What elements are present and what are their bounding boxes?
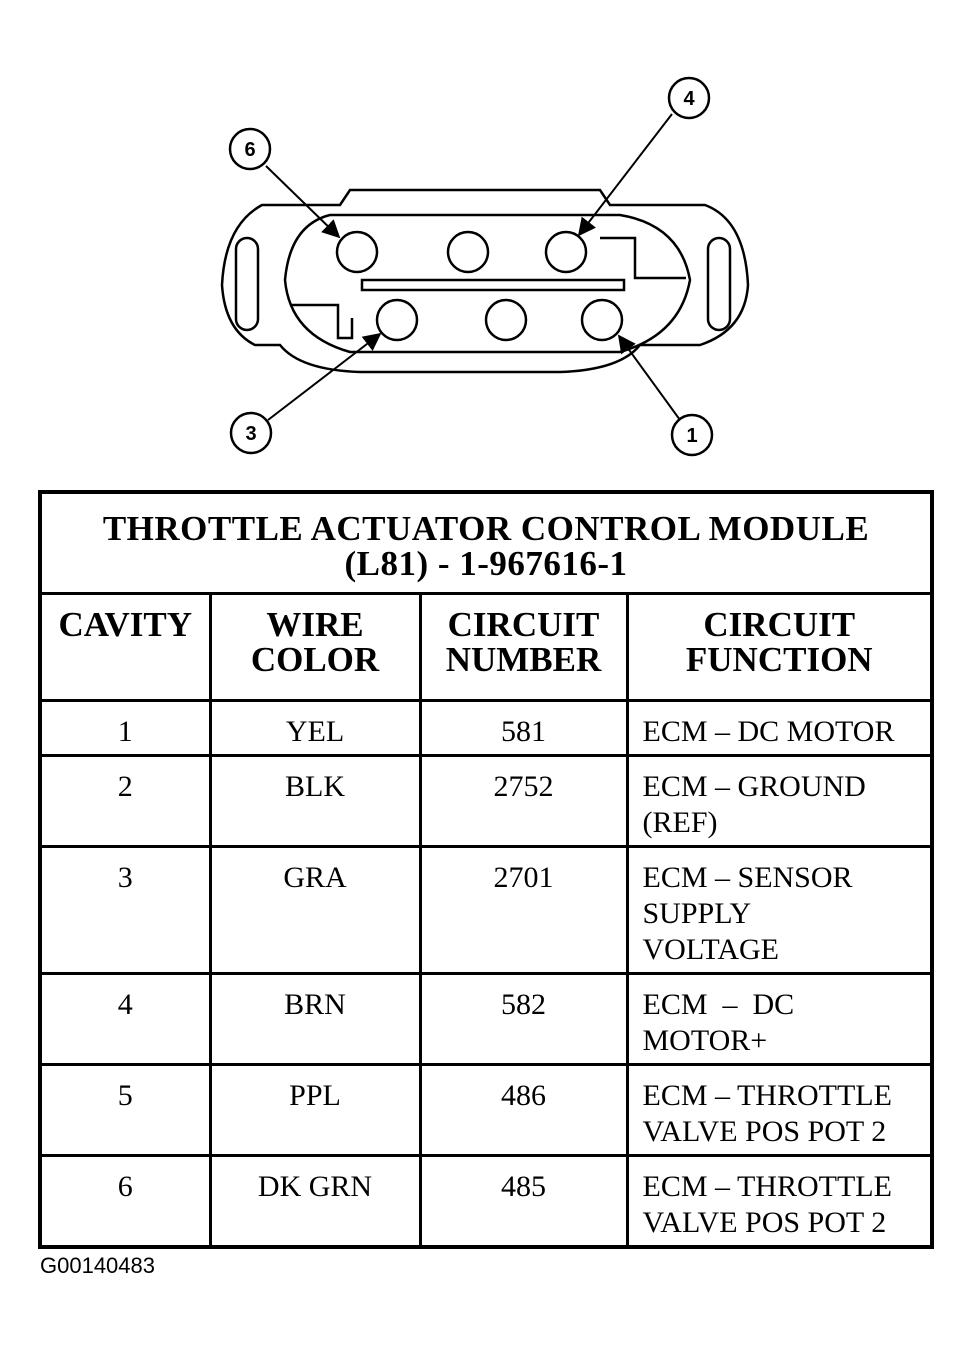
header-circuit-number-line1: CIRCUIT xyxy=(447,605,600,644)
right-latch-slot xyxy=(708,238,730,330)
pin-cavity-1 xyxy=(582,300,622,340)
wire-color-cell: DK GRN xyxy=(210,1156,420,1247)
circuit-number-cell: 485 xyxy=(420,1156,627,1247)
wire-color-cell: BLK xyxy=(210,756,420,847)
circuit-function-cell xyxy=(627,1065,932,1156)
circuit-function-cell xyxy=(627,1156,932,1247)
table-row xyxy=(40,701,932,756)
leader-3 xyxy=(268,334,380,420)
function-line: ECM – THROTTLE xyxy=(642,1079,892,1112)
function-line: VOLTAGE xyxy=(642,933,779,966)
circuit-function-cell xyxy=(627,974,932,1065)
function-line: VALVE POS POT 2 xyxy=(642,1115,887,1148)
table-row xyxy=(40,847,932,974)
header-cavity xyxy=(40,594,210,701)
header-wire-color-line2: COLOR xyxy=(250,640,380,679)
wire-color-cell: YEL xyxy=(210,701,420,756)
leader-6 xyxy=(266,166,339,237)
circuit-number-cell: 486 xyxy=(420,1065,627,1156)
circuit-function-cell xyxy=(627,701,932,756)
header-wire-color-line1: WIRE xyxy=(266,605,364,644)
table-row xyxy=(40,756,932,847)
header-circuit-function xyxy=(627,594,932,701)
function-line: VALVE POS POT 2 xyxy=(642,1206,887,1239)
pin-cavity-2 xyxy=(486,300,526,340)
header-cavity-label: CAVITY xyxy=(58,605,193,644)
header-wire-color xyxy=(210,594,420,701)
connector-diagram xyxy=(0,0,969,480)
circuit-function-cell xyxy=(627,756,932,847)
function-line: ECM – SENSOR xyxy=(642,861,853,894)
wire-color-cell: PPL xyxy=(210,1065,420,1156)
table-row xyxy=(40,1065,932,1156)
table-title-row xyxy=(40,492,932,594)
table-title-line1: THROTTLE ACTUATOR CONTROL MODULE xyxy=(102,509,870,548)
function-line: SUPPLY xyxy=(642,897,752,930)
function-line: MOTOR+ xyxy=(642,1024,768,1057)
cavity-cell: 1 xyxy=(40,701,210,756)
wire-color-cell: BRN xyxy=(210,974,420,1065)
wire-color-cell: GRA xyxy=(210,847,420,974)
function-line: ECM – DC xyxy=(642,988,795,1021)
table-header-row xyxy=(40,594,932,701)
header-circuit-function-line2: FUNCTION xyxy=(685,640,873,679)
pin-cavity-3 xyxy=(377,300,417,340)
circuit-number-cell: 582 xyxy=(420,974,627,1065)
function-line: ECM – GROUND xyxy=(642,770,866,803)
function-line: (REF) xyxy=(642,806,718,839)
circuit-function-cell xyxy=(627,847,932,974)
callout-4-label: 4 xyxy=(683,88,695,110)
cavity-cell: 2 xyxy=(40,756,210,847)
leader-1 xyxy=(619,336,680,420)
cavity-cell: 4 xyxy=(40,974,210,1065)
callout-6-label: 6 xyxy=(244,139,256,161)
table-title-line2: (L81) - 1-967616-1 xyxy=(344,544,628,583)
circuit-number-cell: 2752 xyxy=(420,756,627,847)
header-circuit-function-line1: CIRCUIT xyxy=(703,605,856,644)
cavity-cell: 3 xyxy=(40,847,210,974)
function-line: ECM – THROTTLE xyxy=(642,1170,892,1203)
pin-cavity-5 xyxy=(448,232,488,272)
table-row xyxy=(40,974,932,1065)
callout-1-label: 1 xyxy=(686,425,698,447)
left-latch-slot xyxy=(236,238,258,330)
figure-id: G00140483 xyxy=(40,1253,155,1278)
key-bar xyxy=(362,280,624,290)
circuit-number-cell: 2701 xyxy=(420,847,627,974)
pin-cavity-4 xyxy=(546,232,586,272)
table-row xyxy=(40,1156,932,1247)
header-circuit-number xyxy=(420,594,627,701)
cavity-cell: 5 xyxy=(40,1065,210,1156)
circuit-number-cell: 581 xyxy=(420,701,627,756)
pin-cavity-6 xyxy=(337,232,377,272)
pinout-table xyxy=(38,490,934,1249)
header-circuit-number-line2: NUMBER xyxy=(445,640,602,679)
table-title xyxy=(40,492,932,594)
function-line: ECM – DC MOTOR xyxy=(642,715,895,748)
callout-3-label: 3 xyxy=(245,423,257,445)
cavity-cell: 6 xyxy=(40,1156,210,1247)
